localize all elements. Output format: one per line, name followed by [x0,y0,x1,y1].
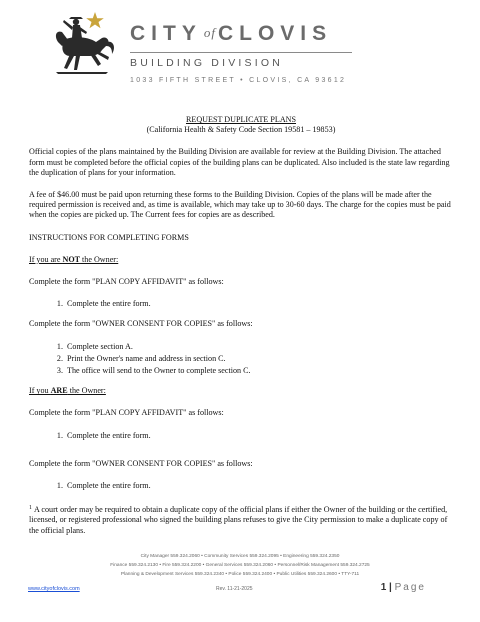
list-item: 2. Print the Owner's name and address in section C. [65,354,453,364]
page-indicator: 1 | Page [380,582,426,593]
header-address: 1033 FIFTH STREET • CLOVIS, CA 93612 [130,77,347,84]
city-name [130,22,332,46]
footer-contact-line: City Manager 559.324.2060 • Community Services 559.324.2095 • Engineering 559.324.2350 [140,554,340,559]
are-owner-affidavit-steps [29,431,453,441]
division-name: BUILDING DIVISION [130,57,284,69]
footer-contact-lines [0,552,480,579]
city-name-of: of [203,25,216,40]
footer-contact-line: Planning & Development Services 559.324.2340 • Police 559.324.2400 • Public Utilities 559.324.2600 • TTY-711 [120,572,360,577]
list-item: 1. Complete the entire form. [65,299,453,309]
page-label: Page [394,582,426,593]
not-owner-consent-steps [29,342,453,377]
list-item: 3. The office will send to the Owner to complete section C. [65,366,453,376]
footnote-marker: 1 [29,505,32,512]
city-name-part2: CLOVIS [217,22,333,45]
header-divider [130,52,352,53]
are-owner-consent-line: Complete the form "OWNER CONSENT FOR COPIES" as follows: [29,458,253,468]
list-item: 1. Complete section A. [65,342,453,352]
document-title: REQUEST DUPLICATE PLANS [185,115,297,124]
website-link[interactable]: www.cityofclovis.com [28,586,80,592]
footnote [29,503,453,536]
revision-date: Rev. 11-21-2025 [216,586,253,592]
are-owner-consent-steps [29,481,453,491]
document-subtitle: (California Health & Safety Code Section 19581 – 19853) [146,125,336,135]
instructions-heading: INSTRUCTIONS FOR COMPLETING FORMS [29,232,189,242]
list-item: 1. Complete the entire form. [65,431,453,441]
page-number: 1 [380,582,387,593]
intro-paragraph: Official copies of the plans maintained by the Building Division are available for review at the Building Division. The attached form must be completed before the official copies of the building plans can be duplicated. Also included is the state law regarding the duplication of plans for your information. [29,147,450,177]
cowboy-bronco-logo-icon [50,10,120,82]
list-item: 1. Complete the entire form. [65,481,453,491]
document-body [29,115,453,544]
fee-paragraph: A fee of $46.00 must be paid upon returning these forms to the Building Division. Copies of the plans will be made after the required permission is received and, as time is available, which may take up to 30-60 days. The charge for the copies must be paid when the copies are picked up. The Current fees for copies are as described. [29,190,451,220]
footnote-text: A court order may be required to obtain a duplicate copy of the official plans if either the Owner of the building or the certified, licensed, or registered professional who signed the building plans refuses to give the City permission to make a duplicate copy of the official plans. [29,505,448,535]
are-owner-heading: If you ARE the Owner: [29,386,106,396]
letterhead [0,0,480,95]
gold-star-icon [86,12,104,28]
are-owner-affidavit-line: Complete the form "PLAN COPY AFFIDAVIT" as follows: [29,408,224,418]
not-owner-heading: If you are NOT the Owner: [29,254,119,264]
page-footer [0,582,480,596]
footer-contact-line: Finance 559.324.2130 • Fire 559.324.2200 • General Services 559.324.2060 • Personnel/Risk Management 559.324.2725 [110,563,370,568]
not-owner-affidavit-steps [29,299,453,309]
city-name-part1: CITY [130,22,202,45]
not-owner-affidavit-line: Complete the form "PLAN COPY AFFIDAVIT" as follows: [29,277,224,287]
not-owner-consent-line: Complete the form "OWNER CONSENT FOR COPIES" as follows: [29,319,253,329]
